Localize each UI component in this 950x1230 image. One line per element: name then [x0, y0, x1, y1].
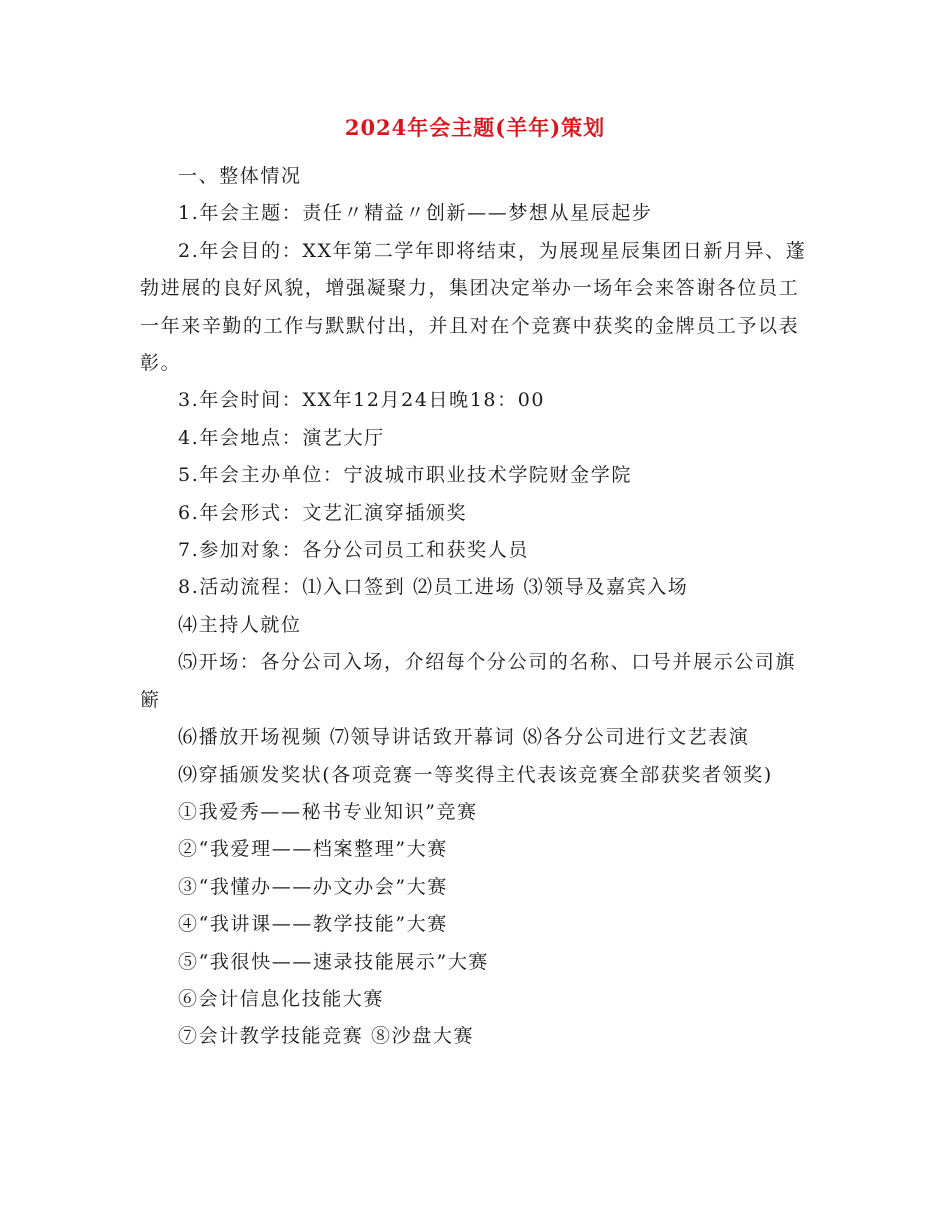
- document-title: 2024年会主题(羊年)策划: [344, 115, 606, 140]
- process-step-awards: ⑼穿插颁发奖状(各项竞赛一等奖得主代表该竞赛全部获奖者领奖): [178, 763, 773, 786]
- paragraph-process: 8.活动流程：⑴入口签到 ⑵员工进场 ⑶领导及嘉宾入场: [178, 576, 689, 599]
- process-step-video-speech: ⑹播放开场视频 ⑺领导讲话致开幕词 ⑻各分公司进行文艺表演: [178, 726, 750, 749]
- contest-item: ①我爱秀——秘书专业知识”竞赛: [178, 800, 478, 823]
- paragraph-venue: 4.年会地点：演艺大厅: [178, 426, 385, 449]
- contest-item: ⑥会计信息化技能大赛: [178, 987, 385, 1010]
- process-step-opening: ⑸开场：各分公司入场，介绍每个分公司的名称、口号并展示公司旗簖: [140, 651, 797, 711]
- contest-item: ④“我讲课——教学技能”大赛: [178, 913, 448, 936]
- contest-item: ⑦会计教学技能竞赛 ⑧沙盘大赛: [178, 1025, 475, 1048]
- contest-item: ③“我懂办——办文办会”大赛: [178, 875, 448, 898]
- section-heading-overview: 一、整体情况: [178, 165, 302, 187]
- contest-item: ⑤“我很快——速录技能展示”大赛: [178, 950, 490, 973]
- paragraph-theme: 1.年会主题：责任〃精益〃创新——梦想从星辰起步: [178, 202, 653, 225]
- paragraph-participants: 7.参加对象：各分公司员工和获奖人员: [178, 539, 529, 562]
- paragraph-purpose: 2.年会目的：XX年第二学年即将结束，为展现星辰集团日新月异、蓬勃进展的良好风貌，增强凝聚力，集团决定举办一场年会来答谢各位员工一年来辛勤的工作与默默付出，并且对在个竞赛中获奖的金牌员工予以表彰。: [140, 239, 807, 375]
- paragraph-organizer: 5.年会主办单位：宁波城市职业技术学院财金学院: [178, 464, 632, 487]
- document-body: [140, 158, 812, 1056]
- contest-item: ②“我爱理——档案整理”大赛: [178, 838, 448, 861]
- process-step-host: ⑷主持人就位: [178, 613, 302, 636]
- paragraph-time: 3.年会时间：XX年12月24日晚18：00: [178, 389, 546, 412]
- paragraph-format: 6.年会形式：文艺汇演穿插颁奖: [178, 501, 468, 524]
